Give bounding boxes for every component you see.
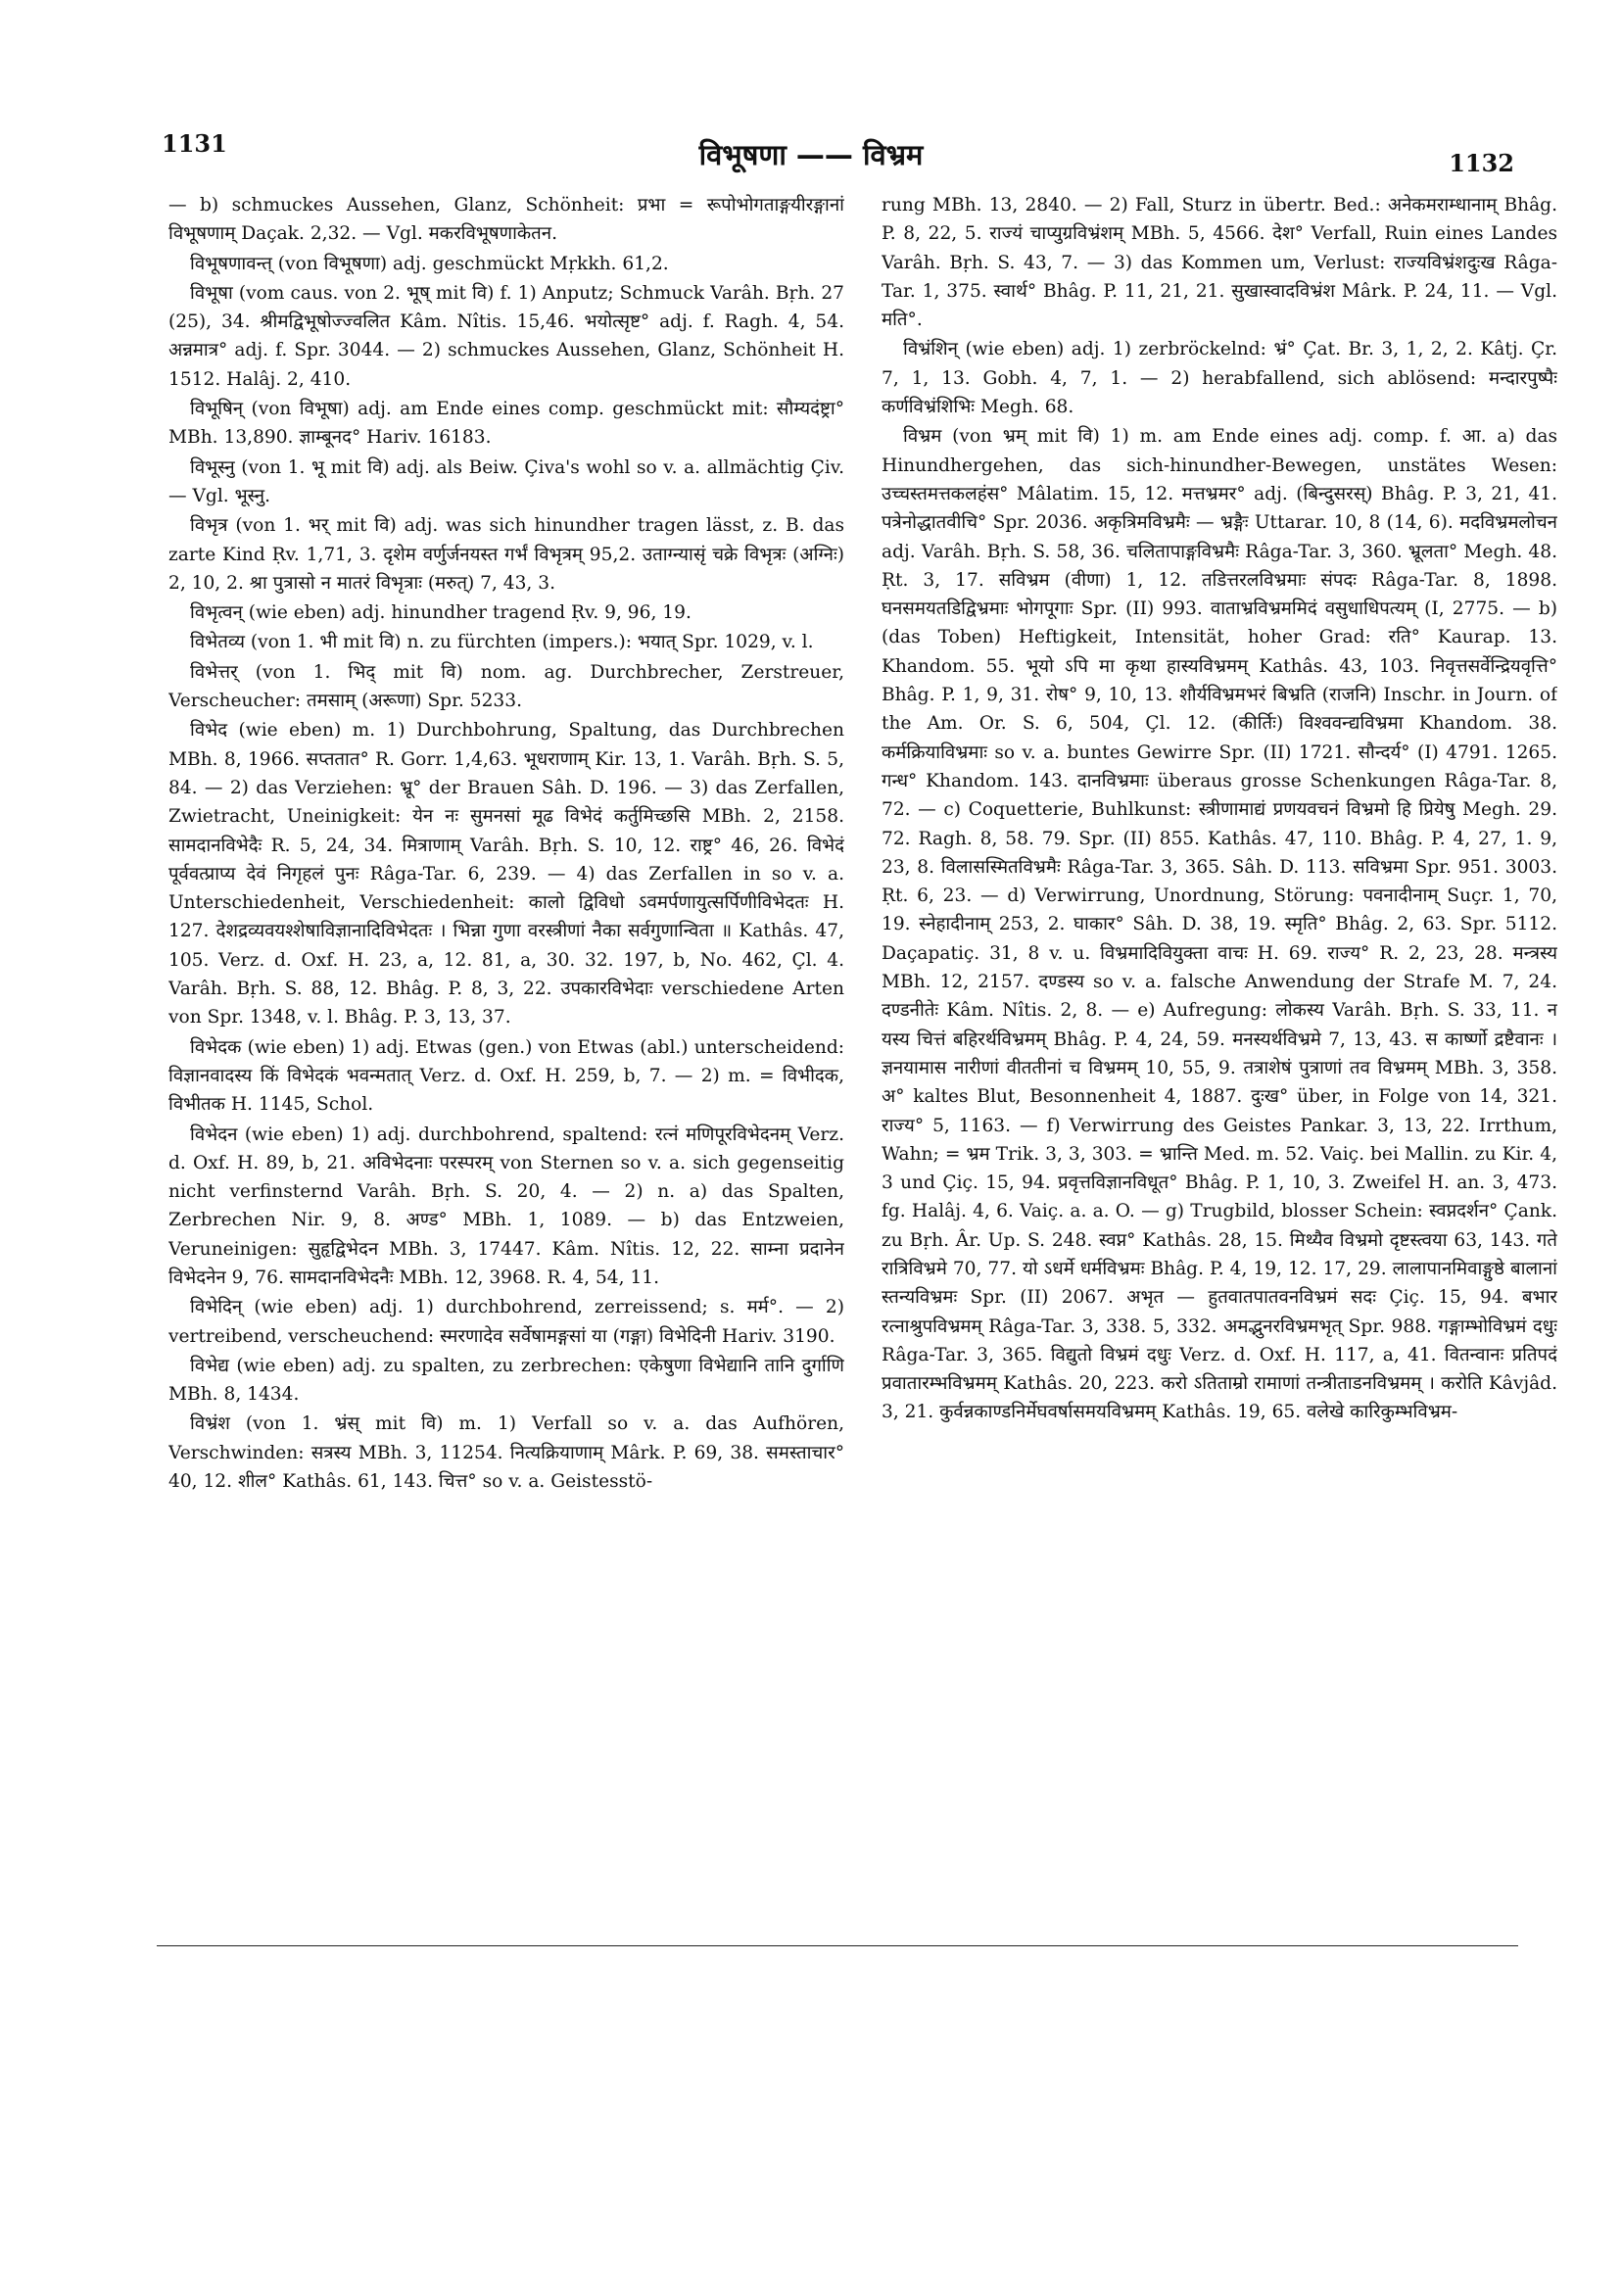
entry: विभूषिन् (von विभूषा) adj. am Ende eines comp. geschmückt mit: सौम्यदंष्ट्रा° MBh. 13,890. ज्ञाम्बूनद° Hariv. 16183. — [168, 399, 844, 449]
entry: — b) schmuckes Aussehen, Glanz, Schönheit: प्रभा = रूपोभोगताङ्गयीरङ्गानां विभूषणाम् Daçak. 2,32. — Vgl. मकरविभूषणाकेतन. — [168, 195, 844, 245]
entry: rung MBh. 13, 2840. — 2) Fall, Sturz in übertr. Bed.: अनेकमराम्धानाम् Bhâg. P. 8, 22, 5. राज्यं चाप्युग्रविभ्रंशम् MBh. 5, 4566. देश° Verfall, Ruin eines Landes Varâh. Bṛh. S. 43, 7. — 3) das Kommen um, Verlust: राज्यविभ्रंशदुःख Râga-Tar. 1, 375. स्वार्थ° Bhâg. P. 11, 21, 21. सुखास्वादविभ्रंश Mârk. P. 24, 11. — Vgl. मति°. — [882, 195, 1557, 331]
footer-rule — [157, 1945, 1518, 1946]
page-number-left: 1131 — [162, 129, 227, 158]
entry: विभेदन (wie eben) 1) adj. durchbohrend, spaltend: रत्नं मणिपूरविभेदनम् Verz. d. Oxf. H. 89, b, 21. अविभेदनाः परस्परम् von Sternen so v. a. sich gegenseitig nicht verfinsternd Varâh. Bṛh. S. 20, 4. — 2) n. a) das Spalten, Zerbrechen Nir. 9, 8. अण्ड° MBh. 1, 1089. — b) das Entzweien, Veruneinigen: सुहृद्विभेदन MBh. 3, 17447. Kâm. Nîtis. 12, 22. साम्ना प्रदानेन विभेदनेन 9, 76. सामदानविभेदनैः MBh. 12, 3968. R. 4, 54, 11. — [168, 1124, 844, 1288]
entry: विभेद (wie eben) m. 1) Durchbohrung, Spaltung, das Durchbrechen MBh. 8, 1966. सप्ततात° R. Gorr. 1,4,63. भूधराणाम् Kir. 13, 1. Varâh. Bṛh. S. 5, 84. — 2) das Verziehen: भ्रू° der Brauen Sâh. D. 196. — 3) das Zerfallen, Zwietracht, Uneinigkeit: येन नः सुमनसां मूढ विभेदं कर्तुमिच्छसि MBh. 2, 2158. सामदानविभेदैः R. 5, 24, 34. मित्राणाम् Varâh. Bṛh. S. 10, 12. राष्ट्र° 46, 26. विभेदं पूर्ववत्प्राप्य देवं निगृहलं पुनः Râga-Tar. 6, 239. — 4) das Zerfallen in so v. a. Unterschiedenheit, Verschiedenheit: कालो द्विविधो ऽवमर्पणायुत्सर्पिणीविभेदतः H. 127. देशद्रव्यवयश्शेषाविज्ञानादिविभेदतः । भिन्ना गुणा वरस्त्रीणां नैका सर्वगुणान्विता ॥ Kathâs. 47, 105. Verz. d. Oxf. H. 23, a, 12. 81, a, 30. 32. 197, b, No. 462, Çl. 4. Varâh. Bṛh. S. 88, 12. Bhâg. P. 8, 3, 22. उपकारविभेदाः verschiedene Arten von Spr. 1348, v. l. Bhâg. P. 3, 13, 37. — [168, 720, 844, 1028]
left-column — [168, 191, 844, 1925]
entry: विभेत्तर् (von 1. भिद् mit वि) nom. ag. Durchbrecher, Zerstreuer, Verscheucher: तमसाम् (अरूणा) Spr. 5233. — [168, 661, 844, 712]
entry: विभूस्नु (von 1. भू mit वि) adj. als Beiw. Çiva's wohl so v. a. allmächtig Çiv. — Vgl. भूस्नु. — [168, 456, 844, 506]
entry: विभ्रम (von भ्रम् mit वि) 1) m. am Ende eines adj. comp. f. आ. a) das Hinundhergehen, das sich-hinundher-Bewegen, unstätes Wesen: उच्चस्तमत्तकलहंस° Mâlatim. 15, 12. मत्तभ्रमर° adj. (बिन्दुसरस्) Bhâg. P. 3, 21, 41. पत्रेनोद्धातवीचि° Spr. 2036. अकृत्रिमविभ्रमैः — भ्रङ्गैः Uttarar. 10, 8 (14, 6). मदविभ्रमलोचन adj. Varâh. Bṛh. S. 58, 36. चलितापाङ्गविभ्रमैः Râga-Tar. 3, 360. भ्रूलता° Megh. 48. Ṛt. 3, 17. सविभ्रम (वीणा) 1, 12. तडित्तरलविभ्रमाः संपदः Râga-Tar. 8, 1898. घनसमयतडिद्विभ्रमाः भोगपूगाः Spr. (II) 993. वाताभ्रविभ्रममिदं वसुधाधिपत्यम् (I, 2775. — b) (das Toben) Heftigkeit, Intensität, hoher Grad: रति° Kaurap. 13. Khandom. 55. भूयो ऽपि मा कृथा हास्यविभ्रमम् Kathâs. 43, 103. निवृत्तसर्वेन्द्रियवृत्ति° Bhâg. P. 1, 9, 31. रोष° 9, 10, 13. शौर्यविभ्रमभरं बिभ्रति (राजनि) Inschr. in Journ. of the Am. Or. S. 6, 504, Çl. 12. (कीर्तिः) विश्ववन्द्यविभ्रमा Khandom. 38. कर्मक्रियाविभ्रमाः so v. a. buntes Gewirre Spr. (II) 1721. सौन्दर्य° (I) 4791. 1265. गन्ध° Khandom. 143. दानविभ्रमाः überaus grosse Schenkungen Râga-Tar. 8, 72. — c) Coquetterie, Buhlkunst: स्त्रीणामाद्यं प्रणयवचनं विभ्रमो हि प्रियेषु Megh. 29. 72. Ragh. 8, 58. 79. Spr. (II) 855. Kathâs. 47, 110. Bhâg. P. 4, 27, 1. 9, 23, 8. विलासस्मितविभ्रमैः Râga-Tar. 3, 365. Sâh. D. 113. सविभ्रमा Spr. 951. 3003. Ṛt. 6, 23. — d) Verwirrung, Unordnung, Störung: पवनादीनाम् Suçr. 1, 70, 19. स्नेहादीनाम् 253, 2. घाकार° Sâh. D. 38, 19. स्मृति° Bhâg. 2, 63. Spr. 5112. Daçapatiç. 31, 8 v. u. विभ्रमादिवियुक्ता वाचः H. 69. राज्य° R. 2, 23, 28. मन्त्रस्य MBh. 12, 2157. दण्डस्य so v. a. falsche Anwendung der Strafe M. 7, 24. दण्डनीतेः Kâm. Nîtis. 2, 8. — e) Aufregung: लोकस्य Varâh. Bṛh. S. 33, 11. न यस्य चित्तं बहिरर्थविभ्रमम् Bhâg. P. 4, 24, 59. मनस्यर्थविभ्रमे 7, 13, 43. स कार्ष्णो द्रष्टैवानः । ज्ञनयामास नारीणां वीततीनां च विभ्रमम् 10, 55, 9. तत्राशेषं पुत्राणां तव विभ्रमम् MBh. 3, 358. अ° kaltes Blut, Besonnenheit 4, 1887. दुःख° über, in Folge von 14, 321. राज्य° 5, 1163. — f) Verwirrung des Geistes Pankar. 3, 13, 22. Irrthum, Wahn; = भ्रम Trik. 3, 3, 303. = भ्रान्ति Med. m. 52. Vaiç. bei Mallin. zu Kir. 4, 3 und Çiç. 15, 94. प्रवृत्तविज्ञानविधूत° Bhâg. P. 1, 10, 3. Zweifel H. an. 3, 473. fg. Halâj. 4, 6. Vaiç. a. a. O. — g) Trugbild, blosser Schein: स्वप्नदर्शन° Çank. zu Bṛh. Âr. Up. S. 248. स्वप्न° Kathâs. 28, 15. मिथ्यैव विभ्रमो दृष्टस्त्वया 63, 143. गते रात्रिविभ्रमे 70, 77. यो ऽधर्मे धर्मविभ्रमः Bhâg. P. 4, 19, 12. 17, 29. लालापानमिवाङ्गुष्ठे बालानां स्तन्यविभ्रमः Spr. (II) 2067. अभृत — हुतवातपातवनविभ्रमं सदः Çiç. 15, 94. बभार रत्नाश्रुपविभ्रमम् Râga-Tar. 3, 338. 5, 332. अमद्भुनरविभ्रमभृत् Spr. 988. गङ्गाम्भोविभ्रमं दधुः Râga-Tar. 3, 365. विद्युतो विभ्रमं दधुः Verz. d. Oxf. H. 117, a, 41. वितन्वानः प्रतिपदं प्रवातारम्भविभ्रमम् Kathâs. 20, 223. करो ऽतिताम्रो रामाणां तन्त्रीताडनविभ्रमम् । करोति Kâvjâd. 3, 21. कुर्वन्नकाण्डनिर्मेघवर्षासमयविभ्रमम् Kathâs. 19, 65. वलेखे कारिकुम्भविभ्रम- — [882, 426, 1557, 1423]
right-column — [882, 191, 1557, 1925]
entry: विभृत्र (von 1. भर् mit वि) adj. was sich hinundher tragen lässt, z. B. das zarte Kind Ṛv. 1,71, 3. दृशेम वर्णुर्जनयस्त गर्भं विभृत्रम् 95,2. उताग्न्यासृं चक्रे विभृत्रः (अग्निः) 2, 10, 2. श्रा पुत्रासो न मातरं विभृत्राः (मरुत्) 7, 43, 3. — [168, 515, 844, 594]
running-head: विभूषणा —— विभ्रम — [698, 138, 924, 171]
entry: विभेतव्य (von 1. भी mit वि) n. zu fürchten (impers.): भयात् Spr. 1029, v. l. — [190, 632, 814, 653]
entry: विभूषणावन्त् (von विभूषणा) adj. geschmückt Mṛkkh. 61,2. — [190, 253, 669, 274]
page-number-right: 1132 — [1449, 149, 1514, 177]
entry: विभ्रंशिन् (wie eben) adj. 1) zerbröckelnd: भ्रं° Çat. Br. 3, 1, 2, 2. Kâtj. Çr. 7, 1, 13. Gobh. 4, 7, 1. — 2) herabfallend, sich ablösend: मन्दारपुष्पैः कर्णविभ्रंशिभिः Megh. 68. — [882, 339, 1557, 418]
entry: विभ्रंश (von 1. भ्रंस् mit वि) m. 1) Verfall so v. a. das Aufhören, Verschwinden: सत्रस्य MBh. 3, 11254. नित्यक्रियाणाम् Mârk. P. 69, 38. समस्ताचार° 40, 12. शील° Kathâs. 61, 143. चित्त° so v. a. Geistesstö- — [168, 1413, 844, 1493]
entry: विभेद्य (wie eben) adj. zu spalten, zu zerbrechen: एकेषुणा विभेद्यानि तानि दुर्गाणि MBh. 8, 1434. — [168, 1355, 844, 1406]
entry: विभूषा (vom caus. von 2. भूष् mit वि) f. 1) Anputz; Schmuck Varâh. Bṛh. 27 (25), 34. श्रीमद्विभूषोज्ज्वलित Kâm. Nîtis. 15,46. भयोत्सृष्ट° adj. f. Ragh. 4, 54. अन्नमात्र° adj. f. Spr. 3044. — 2) schmuckes Aussehen, Glanz, Schönheit H. 1512. Halâj. 2, 410. — [168, 282, 844, 390]
entry: विभेदिन् (wie eben) adj. 1) durchbohrend, zerreissend; s. मर्म°. — 2) vertreibend, verscheuchend: स्मरणादेव सर्वेषामङ्गसां या (गङ्गा) विभेदिनी Hariv. 3190. — [168, 1297, 844, 1347]
entry: विभृत्वन् (wie eben) adj. hinundher tragend Ṛv. 9, 96, 19. — [190, 602, 692, 624]
entry: विभेदक (wie eben) 1) adj. Etwas (gen.) von Etwas (abl.) unterscheidend: विज्ञानवादस्य किं विभेदकं भवन्मतात् Verz. d. Oxf. H. 259, b, 7. — 2) m. = विभीदक, विभीतक H. 1145, Schol. — [168, 1036, 844, 1116]
